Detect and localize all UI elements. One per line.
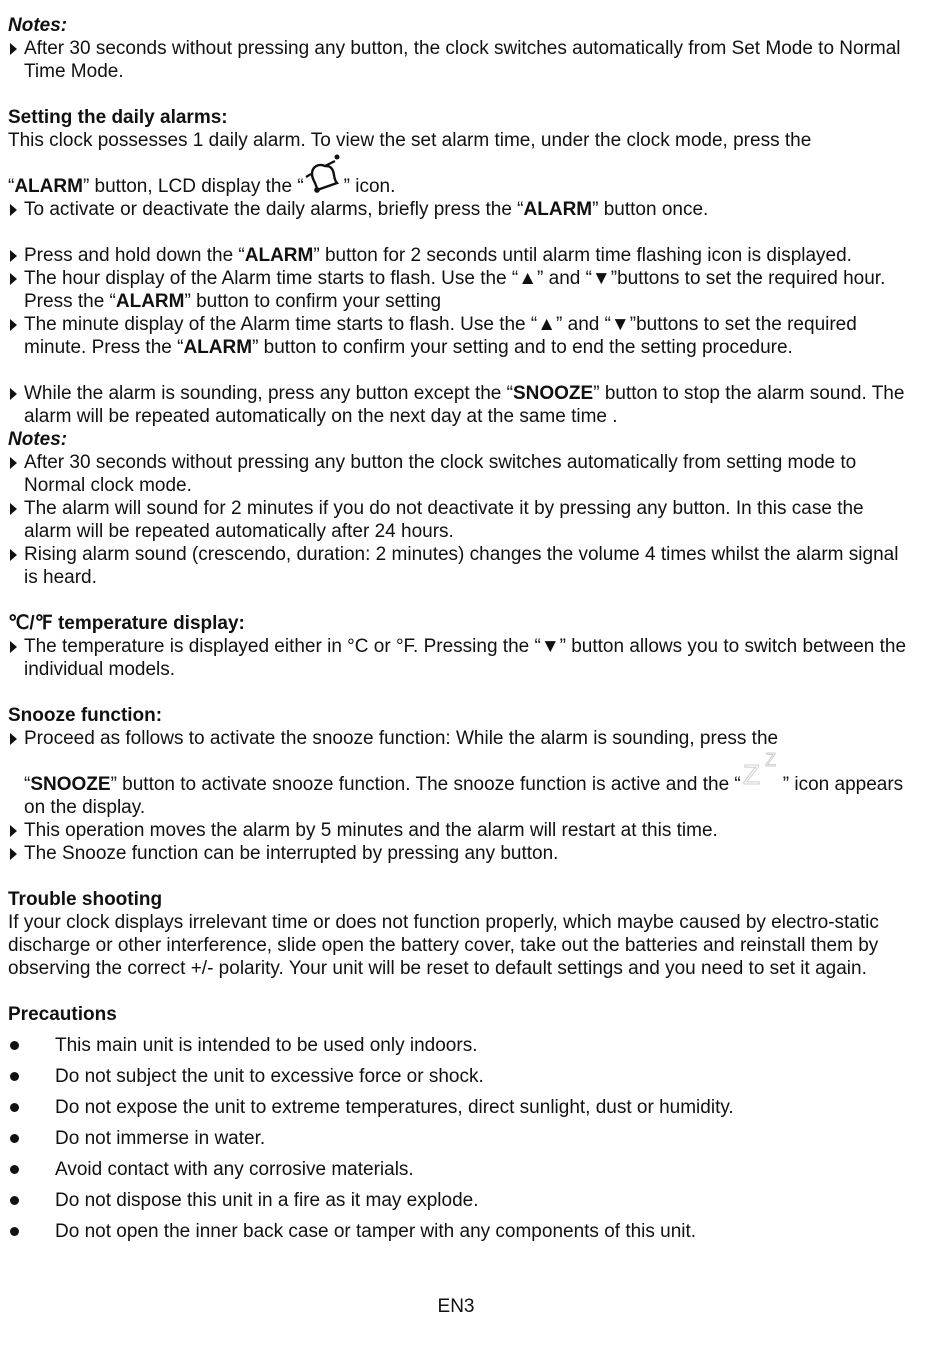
bullet-item xyxy=(8,727,913,819)
precaution-item: Do not immerse in water. xyxy=(8,1127,913,1150)
triangle-bullet-icon xyxy=(8,497,24,515)
bullet-text: While the alarm is sounding, press any button except the “SNOOZE” button to stop the alarm sound. The alarm will be repeated automatically on the next day at the same time . xyxy=(24,383,905,427)
trouble-heading: Trouble shooting xyxy=(8,889,163,910)
bullet-item xyxy=(8,382,913,428)
bullet-text: The Snooze function can be interrupted by pressing any button. xyxy=(24,843,559,864)
dot-bullet-icon xyxy=(8,1158,55,1174)
snooze-zz-icon xyxy=(741,750,783,794)
bullet-item xyxy=(8,543,913,589)
precaution-item: Do not dispose this unit in a fire as it may explode. xyxy=(8,1189,913,1212)
bullet-item xyxy=(8,497,913,543)
bullet-item xyxy=(8,635,913,681)
bullet-text: To activate or deactivate the daily alarms, briefly press the “ALARM” button once. xyxy=(24,199,709,220)
bullet-item xyxy=(8,451,913,497)
triangle-bullet-icon xyxy=(8,37,24,55)
dot-bullet-icon xyxy=(8,1034,55,1050)
dot-bullet-icon xyxy=(8,1127,55,1143)
bullet-item xyxy=(8,819,913,842)
dot-bullet-icon xyxy=(8,1065,55,1081)
triangle-bullet-icon xyxy=(8,382,24,400)
bullet-text: The hour display of the Alarm time starts to flash. Use the “▲” and “▼”buttons to set the required hour. Press the “ALARM” button to confirm your setting xyxy=(24,268,886,312)
bullet-item xyxy=(8,313,913,359)
bullet-text: Press and hold down the “ALARM” button for 2 seconds until alarm time flashing icon is displayed. xyxy=(24,245,852,266)
precaution-item: Do not open the inner back case or tamper with any components of this unit. xyxy=(8,1220,913,1243)
bullet-item xyxy=(8,842,913,865)
notes-heading: Notes: xyxy=(8,15,68,36)
bell-icon xyxy=(304,152,344,198)
precaution-item: Do not expose the unit to extreme temperatures, direct sunlight, dust or humidity. xyxy=(8,1096,913,1119)
svg-text:Z: Z xyxy=(742,759,760,790)
notes-heading: Notes: xyxy=(8,429,68,450)
dot-bullet-icon xyxy=(8,1220,55,1236)
precaution-item: Avoid contact with any corrosive materials. xyxy=(8,1158,913,1181)
bullet-text: The temperature is displayed either in °C or °F. Pressing the “▼” button allows you to switch between the individual models. xyxy=(24,636,907,680)
temperature-heading: ℃/℉ temperature display: xyxy=(8,613,245,634)
bullet-item xyxy=(8,244,913,267)
bullet-text: Rising alarm sound (crescendo, duration: 2 minutes) changes the volume 4 times whilst the alarm signal is heard. xyxy=(24,544,899,588)
dot-bullet-icon xyxy=(8,1096,55,1112)
triangle-bullet-icon xyxy=(8,543,24,561)
bullet-text: After 30 seconds without pressing any button the clock switches automatically from setting mode to Normal clock mode. xyxy=(24,452,857,496)
precaution-item: This main unit is intended to be used only indoors. xyxy=(8,1034,913,1057)
alarms-heading: Setting the daily alarms: xyxy=(8,107,228,128)
manual-page xyxy=(8,14,913,1243)
bullet-text: This operation moves the alarm by 5 minutes and the alarm will restart at this time. xyxy=(24,820,718,841)
precaution-item: Do not subject the unit to excessive force or shock. xyxy=(8,1065,913,1088)
svg-text:Z: Z xyxy=(764,750,776,770)
triangle-bullet-icon xyxy=(8,635,24,653)
bullet-item xyxy=(8,37,913,83)
alarms-intro: This clock possesses 1 daily alarm. To view the set alarm time, under the clock mode, press the “ALARM” button, LCD display the “ ” icon. xyxy=(8,130,812,197)
triangle-bullet-icon xyxy=(8,198,24,216)
triangle-bullet-icon xyxy=(8,842,24,860)
triangle-bullet-icon xyxy=(8,267,24,285)
precautions-heading: Precautions xyxy=(8,1004,117,1025)
triangle-bullet-icon xyxy=(8,727,24,745)
bullet-item xyxy=(8,198,913,221)
trouble-text: If your clock displays irrelevant time or does not function properly, which maybe caused by electro-static discharge or other interference, slide open the battery cover, take out the batteries and reinstall them by observing the correct +/- polarity. Your unit will be reset to default settings and you need to set it again. xyxy=(8,912,879,979)
triangle-bullet-icon xyxy=(8,819,24,837)
triangle-bullet-icon xyxy=(8,313,24,331)
bullet-text: After 30 seconds without pressing any button, the clock switches automatically from Set Mode to Normal Time Mode. xyxy=(24,38,901,82)
triangle-bullet-icon xyxy=(8,451,24,469)
page-number: EN3 xyxy=(437,1296,475,1317)
triangle-bullet-icon xyxy=(8,244,24,262)
bullet-text: Proceed as follows to activate the snooze function: While the alarm is sounding, press the “SNOOZE” button to activate snooze function. The snooze function is active and the “ Z Z ” icon appears on the display. xyxy=(24,728,904,818)
dot-bullet-icon xyxy=(8,1189,55,1205)
bullet-text: The minute display of the Alarm time starts to flash. Use the “▲” and “▼”buttons to set the required minute. Press the “ALARM” button to confirm your setting and to end the setting procedure. xyxy=(24,314,857,358)
bullet-item xyxy=(8,267,913,313)
snooze-heading: Snooze function: xyxy=(8,705,163,726)
bullet-text: The alarm will sound for 2 minutes if you do not deactivate it by pressing any button. In this case the alarm will be repeated automatically after 24 hours. xyxy=(24,498,864,542)
